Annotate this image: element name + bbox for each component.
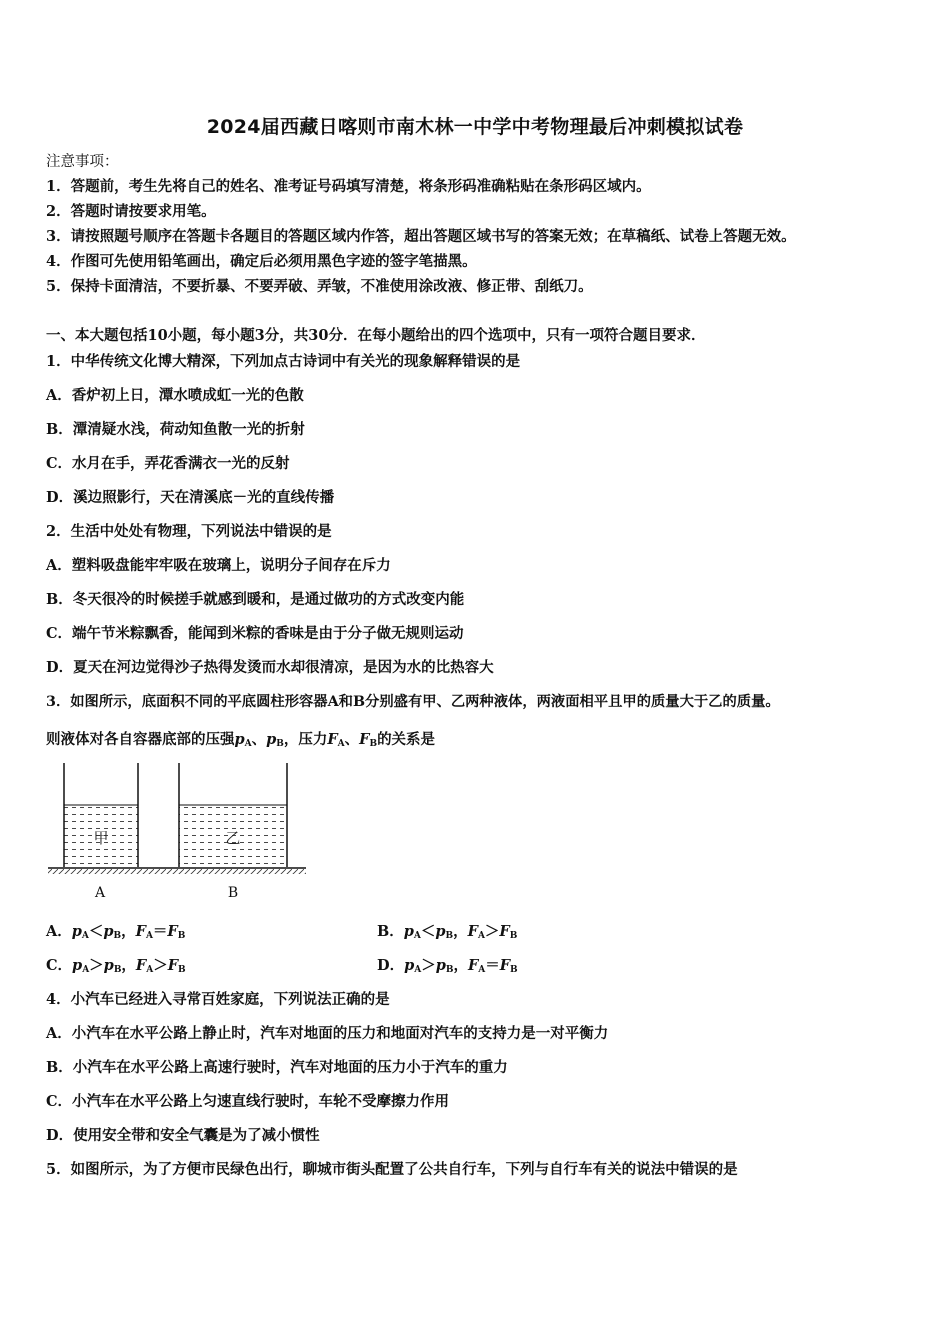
container-figure: [40, 755, 320, 905]
question-2-option-d: D．夏天在河边觉得沙子热得发烫而水却很清凉，是因为水的比热容大: [46, 659, 494, 676]
notice-item: 2．答题时请按要求用笔。: [46, 203, 216, 220]
notice-item: 3．请按照题号顺序在答题卡各题目的答题区域内作答，超出答题区域书写的答案无效；在草稿纸、试卷上答题无效。: [46, 228, 796, 245]
question-1-option-a: A．香炉初上日，潭水喷成虹一光的色散: [46, 387, 304, 404]
notice-item: 1．答题前，考生先将自己的姓名、准考证号码填写清楚，将条形码准确粘贴在条形码区域内。: [46, 178, 651, 195]
container-b-caption: B: [227, 885, 239, 901]
question-3-option-a: A．$p_A<p_B$，$F_A=F_B$: [46, 923, 186, 941]
notice-item: 5．保持卡面清洁，不要折暴、不要弄破、弄皱，不准使用涂改液、修正带、刮纸刀。: [46, 278, 593, 295]
question-1-stem: 1．中华传统文化博大精深，下列加点古诗词中有关光的现象解释错误的是: [46, 353, 521, 370]
question-3-stem: 3．如图所示，底面积不同的平底圆柱形容器A和B分别盛有甲、乙两种液体，两液面相平且甲的质量大于乙的质量。: [46, 694, 780, 710]
question-5-stem: 5．如图所示，为了方便市民绿色出行，聊城市街头配置了公共自行车，下列与自行车有关的说法中错误的是: [46, 1161, 738, 1178]
ground: [48, 868, 306, 874]
page-title: 2024届西藏日喀则市南木林一中学中考物理最后冲刺模拟试卷: [206, 116, 744, 138]
liquid-b-label: 乙: [225, 829, 241, 847]
question-2-stem: 2．生活中处处有物理，下列说法中错误的是: [46, 523, 332, 540]
question-4-option-d: D．使用安全带和安全气囊是为了减小惯性: [46, 1127, 320, 1144]
question-4-option-a: A．小汽车在水平公路上静止时，汽车对地面的压力和地面对汽车的支持力是一对平衡力: [46, 1025, 609, 1042]
question-3-stem-continued: 则液体对各自容器底部的压强$p_A$、$p_B$，压力$F_A$、$F_B$的关系是: [46, 731, 436, 749]
question-1-option-b: B．潭清疑水浅，荷动知鱼散一光的折射: [46, 421, 305, 438]
section-heading: 一、本大题包括10小题，每小题3分，共30分．在每小题给出的四个选项中，只有一项符合题目要求．: [46, 327, 706, 344]
question-1-option-d: D．溪边照影行，天在清溪底－光的直线传播: [46, 489, 335, 506]
question-2-option-c: C．端午节米粽飘香，能闻到米粽的香味是由于分子做无规则运动: [46, 625, 464, 642]
notice-heading: 注意事项：: [46, 154, 119, 170]
question-3-option-d: D．$p_A>p_B$，$F_A=F_B$: [377, 957, 518, 975]
question-1-option-c: C．水月在手，弄花香满衣一光的反射: [46, 455, 290, 472]
container-a: [64, 763, 138, 867]
question-2-option-a: A．塑料吸盘能牢牢吸在玻璃上，说明分子间存在斥力: [46, 557, 391, 574]
liquid-a-label: 甲: [93, 829, 109, 847]
container-b: [179, 763, 287, 867]
notice-item: 4．作图可先使用铅笔画出，确定后必须用黑色字迹的签字笔描黑。: [46, 253, 477, 270]
question-3-option-b: B．$p_A<p_B$，$F_A>F_B$: [377, 923, 518, 941]
question-4-option-b: B．小汽车在水平公路上高速行驶时，汽车对地面的压力小于汽车的重力: [46, 1059, 508, 1076]
question-3-option-c: C．$p_A>p_B$，$F_A>F_B$: [46, 957, 186, 975]
question-2-option-b: B．冬天很冷的时候搓手就感到暖和，是通过做功的方式改变内能: [46, 591, 465, 608]
question-4-stem: 4．小汽车已经进入寻常百姓家庭，下列说法正确的是: [46, 991, 390, 1008]
container-a-caption: A: [94, 885, 106, 901]
question-4-option-c: C．小汽车在水平公路上匀速直线行驶时，车轮不受摩擦力作用: [46, 1093, 450, 1110]
